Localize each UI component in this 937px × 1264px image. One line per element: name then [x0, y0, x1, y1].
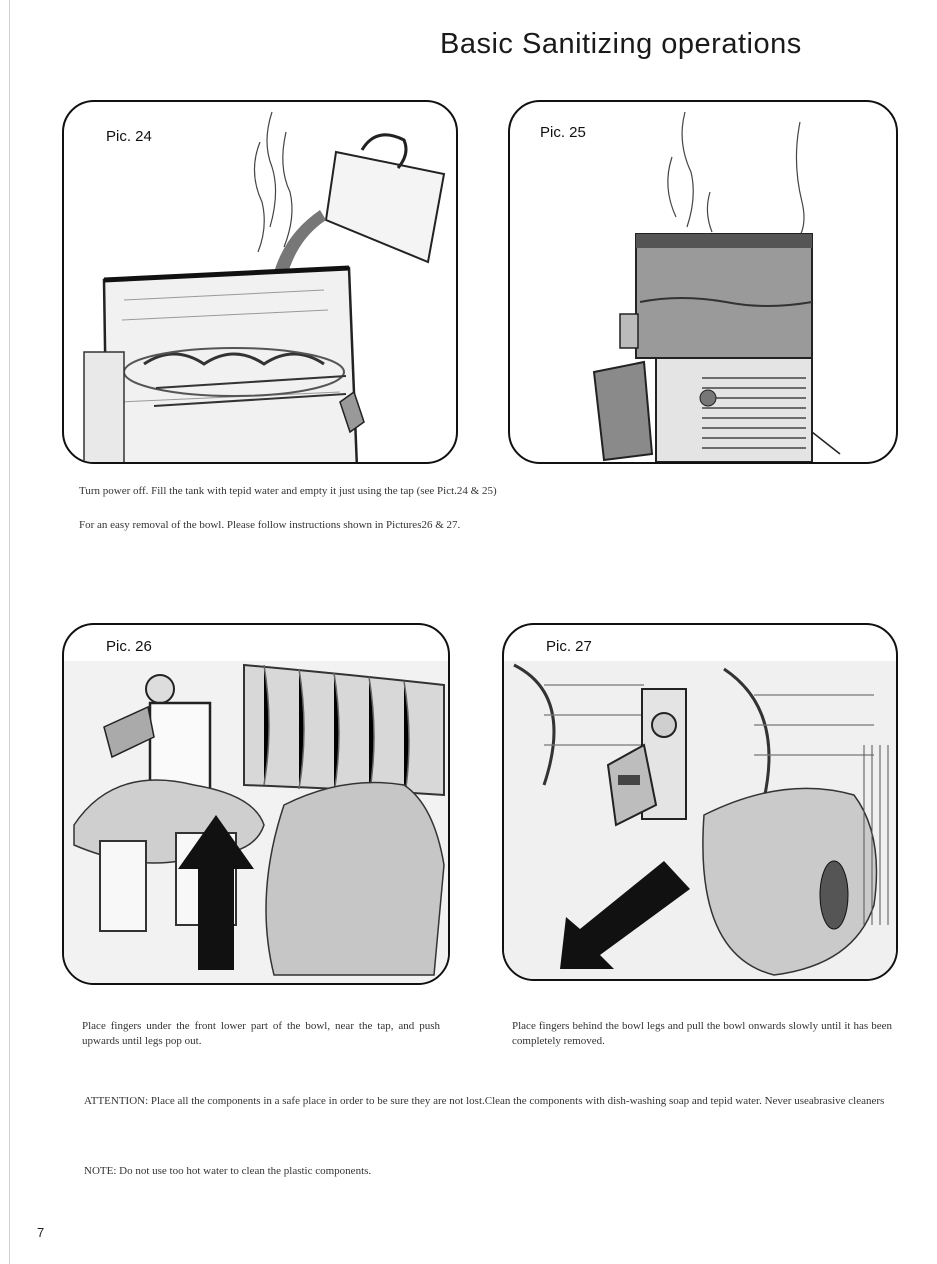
picture-25-label: Pic. 25 [540, 124, 586, 141]
picture-25-frame [508, 100, 898, 464]
picture-26-label: Pic. 26 [106, 638, 152, 655]
picture-27-frame [502, 623, 898, 981]
hot-water-note: NOTE: Do not use too hot water to clean the plastic components. [84, 1165, 372, 1177]
page-edge-rule [9, 0, 10, 1264]
picture-24-label: Pic. 24 [106, 128, 152, 145]
picture-27-label: Pic. 27 [546, 638, 592, 655]
page-title: Basic Sanitizing operations [440, 28, 802, 60]
page-number: 7 [37, 1225, 45, 1240]
attention-note: ATTENTION: Place all the components in a safe place in order to be sure they are not lost.Clean the components with dish-washing soap and tepid water. Never useabrasive cleaners [84, 1095, 885, 1107]
picture-26-frame [62, 623, 450, 985]
fill-tank-instruction: Turn power off. Fill the tank with tepid water and empty it just using the tap (see Pict.24 & 25) [79, 485, 497, 497]
picture-24-illustration [64, 102, 456, 462]
picture-26-illustration [64, 625, 448, 983]
easy-removal-instruction: For an easy removal of the bowl. Please follow instructions shown in Pictures26 & 27. [79, 519, 461, 531]
picture-24-frame [62, 100, 458, 464]
picture-25-illustration [510, 102, 896, 462]
caption-picture-26: Place fingers under the front lower part of the bowl, near the tap, and push upwards until legs pop out. [82, 1020, 440, 1047]
caption-picture-27: Place fingers behind the bowl legs and pull the bowl onwards slowly until it has been completely removed. [512, 1020, 892, 1047]
picture-27-illustration [504, 625, 896, 979]
